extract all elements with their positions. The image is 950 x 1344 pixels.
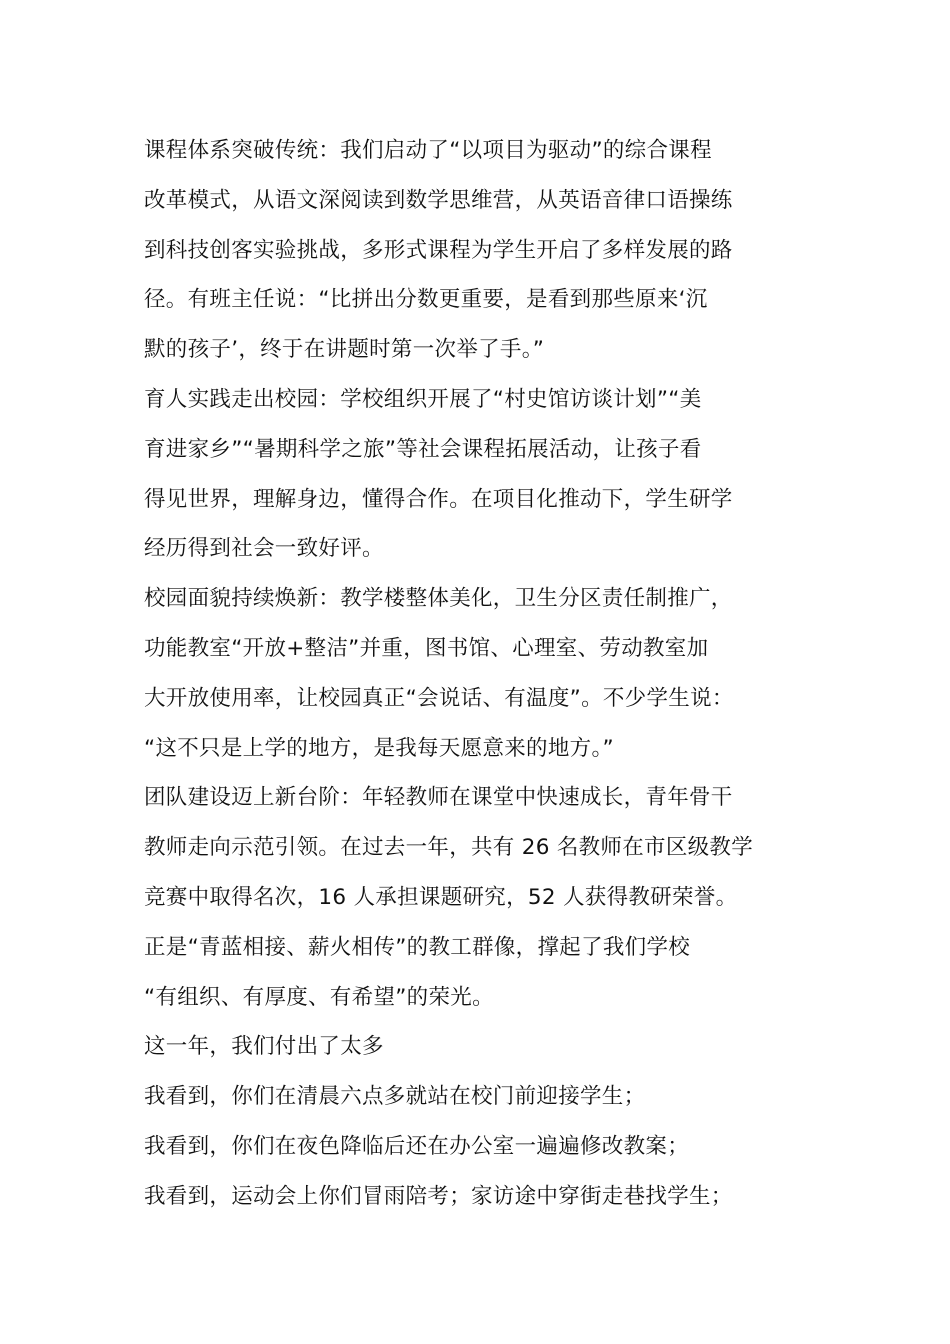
- text-line: 育人实践走出校园：学校组织开展了“村史馆访谈计划”“美: [144, 386, 702, 412]
- text-line: 改革模式，从语文深阅读到数学思维营，从英语音律口语操练: [144, 187, 733, 213]
- text-line: 得见世界，理解身边，懂得合作。在项目化推动下，学生研学: [144, 486, 733, 512]
- text-line: “有组织、有厚度、有希望”的荣光。: [144, 984, 494, 1010]
- text-line: 径。有班主任说：“比拼出分数更重要，是看到那些原来‘沉: [144, 287, 708, 313]
- text-line: 到科技创客实验挑战，多形式课程为学生开启了多样发展的路: [144, 237, 733, 263]
- text-line: 校园面貌持续焕新：教学楼整体美化，卫生分区责任制推广，: [144, 586, 733, 612]
- text-line: 团队建设迈上新台阶：年轻教师在课堂中快速成长，青年骨干: [144, 785, 733, 811]
- text-line: 经历得到社会一致好评。: [144, 536, 384, 562]
- text-line: 默的孩子’，终于在讲题时第一次举了手。”: [144, 337, 545, 363]
- text-line: 育进家乡”“暑期科学之旅”等社会课程拓展活动，让孩子看: [144, 436, 702, 462]
- text-line: 功能教室“开放+整洁”并重，图书馆、心理室、劳动教室加: [144, 635, 709, 661]
- text-line: 竞赛中取得名次，16 人承担课题研究，52 人获得教研荣誉。: [144, 884, 738, 910]
- text-line: 课程体系突破传统：我们启动了“以项目为驱动”的综合课程: [144, 138, 712, 163]
- text-line: 这一年，我们付出了太多: [144, 1034, 384, 1060]
- text-line: 我看到，你们在清晨六点多就站在校门前迎接学生；: [144, 1084, 646, 1110]
- text-line: 我看到，运动会上你们冒雨陪考；家访途中穿街走巷找学生；: [144, 1183, 733, 1209]
- text-line: 教师走向示范引领。在过去一年，共有 26 名教师在市区级教学: [144, 835, 754, 861]
- text-line: 我看到，你们在夜色降临后还在办公室一遍遍修改教案；: [144, 1133, 690, 1159]
- text-line: 正是“青蓝相接、薪火相传”的教工群像，撑起了我们学校: [144, 934, 691, 960]
- text-line: “这不只是上学的地方，是我每天愿意来的地方。”: [144, 735, 614, 761]
- text-line: 大开放使用率，让校园真正“会说话、有温度”。不少学生说：: [144, 685, 734, 711]
- document-body: [144, 126, 844, 1222]
